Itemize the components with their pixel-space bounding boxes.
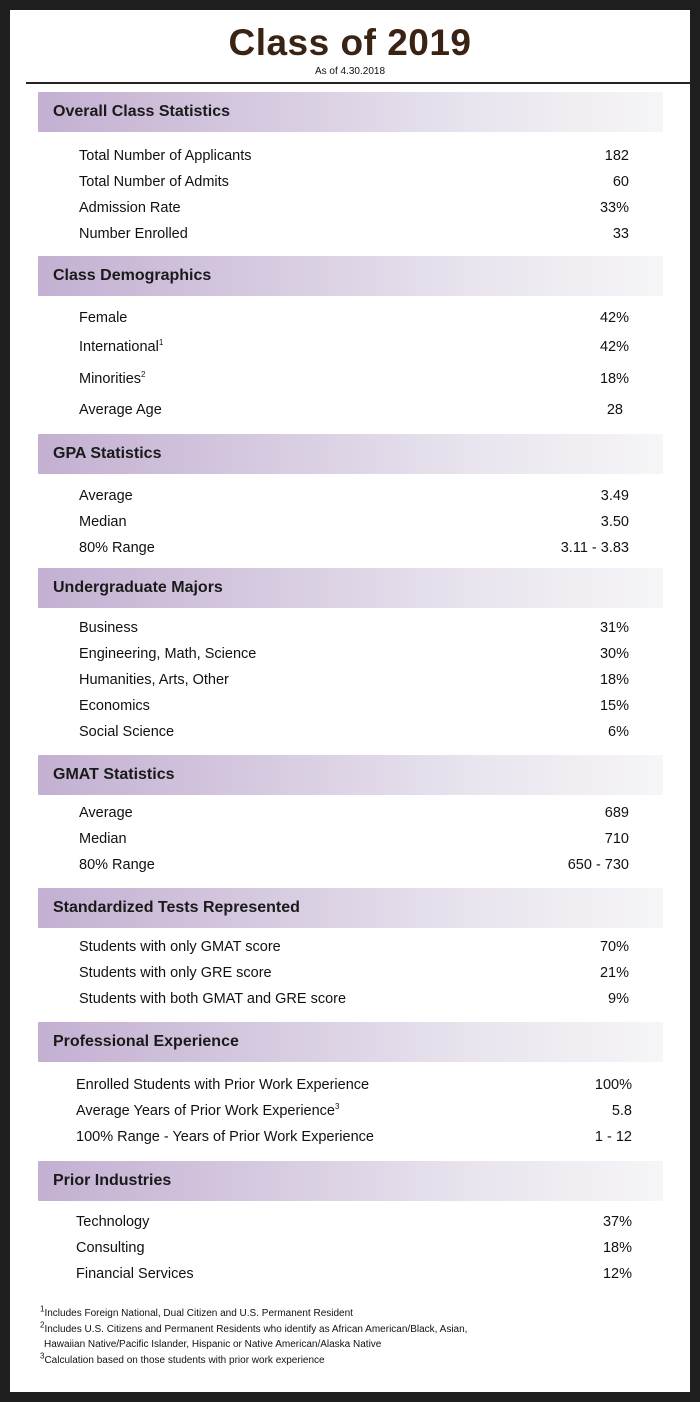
footnote-marker: 3 [335,1102,340,1112]
stat-label: Technology [76,1214,150,1230]
stat-row [79,148,629,168]
stat-row [79,310,629,330]
stat-label: Number Enrolled [79,226,188,242]
stat-value: 18% [599,371,629,387]
stat-label: Total Number of Admits [79,174,229,190]
stat-row [76,1077,632,1097]
section-title: Undergraduate Majors [53,579,223,596]
section-title: GPA Statistics [53,445,162,462]
section-header-majors [38,568,663,608]
stat-label: Admission Rate [79,200,181,216]
stat-label-text: International [79,339,159,355]
stat-value: 6% [608,724,629,740]
footnote-text: Includes Foreign National, Dual Citizen and U.S. Permanent Resident [44,1308,353,1319]
stat-label-text: Minorities [79,371,142,387]
section-header-industries [38,1161,663,1201]
stat-label: Social Science [79,724,175,740]
stat-value: 182 [604,148,629,164]
class-profile-sheet [10,10,690,1392]
section-header-gmat [38,755,663,795]
footnotes [40,1306,640,1368]
footnote [40,1306,640,1322]
as-of-date: As of 4.30.2018 [314,66,386,77]
footnote-marker: 2 [141,370,146,380]
stat-label: Average [79,805,133,821]
footnote-number: 3 [40,1351,45,1361]
footnote-text: Hawaiian Native/Pacific Islander, Hispanic or Native American/Alaska Native [44,1339,382,1350]
stat-label: Business [79,620,138,636]
stat-label [76,1103,339,1119]
stat-value: 650 - 730 [567,857,629,873]
stat-row [79,646,629,666]
footnote-text: Calculation based on those students with prior work experience [44,1354,325,1366]
stat-row [76,1129,632,1149]
stat-value: 5.8 [611,1103,632,1119]
stat-label: Engineering, Math, Science [79,646,257,662]
section-title: Professional Experience [53,1033,239,1050]
stat-value: 60 [612,174,629,190]
stat-value: 1 - 12 [594,1129,632,1145]
footnote-text: Includes U.S. Citizens and Permanent Residents who identify as African American/Black, Asian, [44,1323,468,1335]
stat-row [79,965,629,985]
stat-label: Enrolled Students with Prior Work Experience [76,1077,370,1093]
stat-row [79,991,629,1011]
stat-value: 70% [599,939,629,955]
stat-label-text: Average Years of Prior Work Experience [76,1103,335,1119]
stat-label [79,371,146,387]
stat-row [79,805,629,825]
stat-label: Humanities, Arts, Other [79,672,229,688]
stat-label: Economics [79,698,150,714]
stat-label: Students with both GMAT and GRE score [79,991,347,1007]
section-header-demographics [38,256,663,296]
stat-label: Average [79,488,133,504]
stat-label: Students with only GRE score [79,965,272,981]
stat-row [79,672,629,692]
stat-row [79,698,629,718]
stat-row [79,724,629,744]
stat-row [76,1266,632,1286]
stat-value: 33% [599,200,629,216]
stat-row [76,1103,632,1123]
stat-value: 100% [594,1077,632,1093]
stat-value: 3.50 [600,514,629,530]
section-header-tests [38,888,663,928]
stat-row [79,174,629,194]
footnote [40,1353,640,1369]
stat-row [79,857,629,877]
stat-value: 710 [604,831,629,847]
section-title: Class Demographics [53,267,212,284]
stat-value: 18% [599,672,629,688]
stat-value: 689 [604,805,629,821]
stat-label: Consulting [76,1240,145,1256]
stat-label: Female [79,310,128,326]
footnote-number: 1 [40,1304,45,1314]
stat-value: 31% [599,620,629,636]
stat-label: Median [79,514,127,530]
section-title: GMAT Statistics [53,766,175,783]
footnote-number: 2 [40,1320,45,1330]
stat-value: 37% [602,1214,632,1230]
stat-row [76,1214,632,1234]
section-title: Prior Industries [53,1172,172,1189]
stat-label: Students with only GMAT score [79,939,281,955]
footnote-marker: 1 [158,338,164,348]
stat-label: Financial Services [76,1266,194,1282]
stat-value: 15% [599,698,629,714]
stat-row [79,200,629,220]
stat-value: 42% [599,310,629,326]
stat-row [79,371,629,391]
stat-value: 12% [602,1266,632,1282]
stat-value: 21% [599,965,629,981]
stat-row [79,226,629,246]
stat-label: 80% Range [79,857,155,873]
section-header-overall [38,92,663,132]
stat-row [76,1240,632,1260]
stat-label: Median [79,831,127,847]
title-divider [26,82,690,84]
footnote [40,1322,640,1338]
stat-row [79,402,629,422]
stat-value: 3.11 - 3.83 [560,540,629,556]
section-header-experience [38,1022,663,1062]
stat-value: 3.49 [600,488,629,504]
section-title: Overall Class Statistics [53,103,230,120]
stat-row [79,514,629,534]
stat-label [79,339,163,355]
stat-label: 100% Range - Years of Prior Work Experience [76,1129,374,1145]
stat-row [79,620,629,640]
footnote [40,1337,640,1353]
stat-value: 42% [599,339,629,355]
section-header-gpa [38,434,663,474]
section-title: Standardized Tests Represented [53,899,300,916]
stat-row [79,831,629,851]
stat-row [79,339,629,359]
stat-row [79,939,629,959]
stat-value: 9% [608,991,629,1007]
stat-value: 28 [606,402,623,418]
stat-row [79,488,629,508]
stat-value: 18% [602,1240,632,1256]
stat-value: 33 [612,226,629,242]
stat-label: Average Age [79,402,162,418]
stat-label: 80% Range [79,540,155,556]
page-title: Class of 2019 [228,22,472,63]
stat-value: 30% [599,646,629,662]
stat-label: Total Number of Applicants [79,148,252,164]
stat-row [79,540,629,560]
